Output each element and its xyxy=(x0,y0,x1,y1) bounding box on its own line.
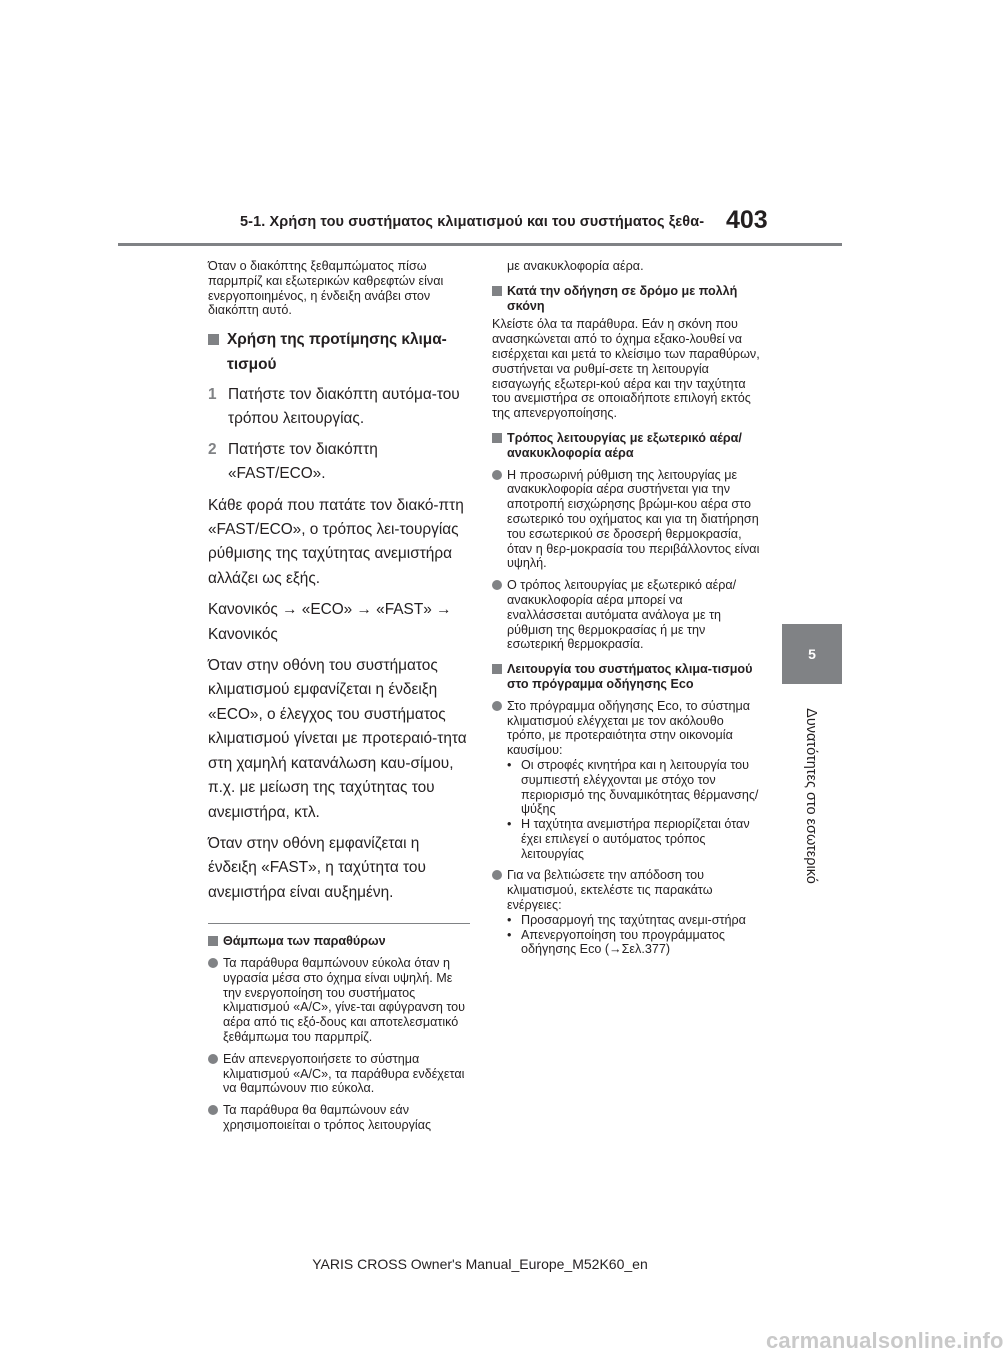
sequence-paragraph: Κανονικός → «ECO» → «FAST» → Κανονικός xyxy=(208,601,452,643)
intro-paragraph: Όταν ο διακόπτης ξεθαμπώματος πίσω παρμπρίζ και εξωτερικών καθρεφτών είναι ενεργοποιημένος, η ένδειξη ανάβει στον διακόπτη αυτό. xyxy=(208,259,444,318)
heading-text: Χρήση της προτίμησης κλιμα-τισμού xyxy=(227,331,447,373)
bullet-dot-icon xyxy=(492,470,502,480)
step-number: 2 xyxy=(208,440,217,458)
step-item xyxy=(208,438,470,487)
header-divider xyxy=(118,243,842,246)
list-item xyxy=(492,868,760,957)
sub-item-text: Οι στροφές κινητήρα και η λειτουργία του συμπιεστή ελέγχονται με στόχο τον περιορισμό της δυναμικότητας θέρμανσης/ψύξης xyxy=(521,757,759,817)
list-item xyxy=(208,956,470,1045)
bullet-dot-icon xyxy=(492,580,502,590)
bullet-text: Στο πρόγραμμα οδήγησης Eco, το σύστημα κλιματισμού ελέγχεται με τον ακόλουθο τρόπο, με προτεραιότητα στην οικονομία καυσίμου: xyxy=(507,698,750,758)
heading-fog xyxy=(208,934,470,949)
sub-item-text: Η ταχύτητα ανεμιστήρα περιορίζεται όταν έχει επιλεγεί ο αυτόματος τρόπος λειτουργίας xyxy=(521,817,750,861)
step-text: Πατήστε τον διακόπτη «FAST/ECO». xyxy=(228,440,378,483)
heading-text: Τρόπος λειτουργίας με εξωτερικό αέρα/ανακυκλοφορία αέρα xyxy=(507,430,742,460)
list-item xyxy=(492,468,760,572)
square-marker-icon xyxy=(492,664,502,674)
heading-text: Λειτουργία του συστήματος κλιμα-τισμού στο πρόγραμμα οδήγησης Eco xyxy=(507,662,753,691)
chapter-number: 5 xyxy=(808,646,816,662)
step-number: 1 xyxy=(208,386,217,403)
square-marker-icon xyxy=(492,286,502,296)
section-title: 5-1. Χρήση του συστήματος κλιματισμού και του συστήματος ξεθα- xyxy=(240,214,705,230)
watermark: carmanualsonline.info xyxy=(766,1328,1004,1353)
bullet-text: Τα παράθυρα θαμπώνουν εύκολα όταν η υγρασία μέσα στο όχημα είναι υψηλή. Με την ενεργοποίηση του συστήματος κλιματισμού «A/C», γίνε-ται αφύγρανση του αέρα από τις εξό-δους και αποτελεσματικό ξεθάμπωμα του παρμπρίζ. xyxy=(223,955,466,1044)
chapter-tab xyxy=(782,624,842,684)
page-reference-link[interactable]: Απενεργοποίηση του προγράμματος οδήγησης Eco (→Σελ.377) xyxy=(521,927,725,957)
left-column xyxy=(208,259,470,1133)
sub-list-item: • Απενεργοποίηση του προγράμματος οδήγησης Eco (→Σελ.377) xyxy=(507,928,760,958)
sub-item-text: Προσαρμογή της ταχύτητας ανεμι-στήρα xyxy=(521,912,746,927)
square-marker-icon xyxy=(492,433,502,443)
heading-text: Κατά την οδήγηση σε δρόμο με πολλή σκόνη xyxy=(507,283,738,313)
dusty-paragraph: Κλείστε όλα τα παράθυρα. Εάν η σκόνη που ανασηκώνεται από το όχημα εξακο-λουθεί να εισέρχεται και μετά το κλείσιμο των παραθύρων, συστήνεται να ρυθμί-σετε τη λειτουργία εισαγωγής εξωτερι-κού αέρα και την ταχύτητα του ανεμιστήρα σε οποιαδήποτε επιλογή εκτός της απενεργοποίησης. xyxy=(492,317,760,421)
bullet-text: Η προσωρινή ρύθμιση της λειτουργίας με ανακυκλοφορία αέρα συστήνεται για την αποτροπή εισχώρησης βρώμι-κου αέρα στο εσωτερικό του οχήματος και για τη διατήρηση του εσωτερικού σε δροσερή θερμοκρασία, όταν η θερ-μοκρασία του περιβάλλοντος είναι υψηλή. xyxy=(507,467,760,571)
sub-list-item: • Η ταχύτητα ανεμιστήρα περιορίζεται όταν έχει επιλεγεί ο αυτόματος τρόπος λειτουργίας xyxy=(507,817,760,861)
cycle-paragraph: Κάθε φορά που πατάτε τον διακό-πτη «FAST/ECO», ο τρόπος λει-τουργίας ρύθμισης της ταχύτητας ανεμιστήρα αλλάζει ως εξής. xyxy=(208,496,464,587)
bullet-dot-icon xyxy=(492,701,502,711)
footer-manual-id: YARIS CROSS Owner's Manual_Europe_M52K60_en xyxy=(312,1256,648,1272)
heading-eco-mode xyxy=(492,662,760,692)
fast-paragraph: Όταν στην οθόνη εμφανίζεται η ένδειξη «FAST», η ταχύτητα του ανεμιστήρα είναι αυξημένη. xyxy=(208,834,426,901)
step-text: Πατήστε τον διακόπτη αυτόμα-του τρόπου λειτουργίας. xyxy=(228,386,460,428)
sub-list-item: • Οι στροφές κινητήρα και η λειτουργία του συμπιεστή ελέγχονται με στόχο τον περιορισμό της δυναμικότητας θέρμανσης/ψύξης xyxy=(507,757,759,817)
chapter-title-vertical xyxy=(800,698,822,894)
heading-text: Θάμπωμα των παραθύρων xyxy=(223,934,386,949)
list-item xyxy=(492,699,760,862)
step-item xyxy=(208,383,470,432)
bullet-dot-icon xyxy=(492,870,502,880)
bullet-dot-icon xyxy=(208,1105,218,1115)
heading-dusty xyxy=(492,284,760,314)
heading-modes xyxy=(492,431,760,461)
list-item xyxy=(208,1103,470,1133)
right-column xyxy=(492,259,760,957)
section-divider xyxy=(208,923,470,924)
chapter-title: Δυνατότητες στο εσωτερικό xyxy=(803,708,819,884)
square-marker-icon xyxy=(208,334,219,345)
continued-text: με ανακυκλοφορία αέρα. xyxy=(507,259,644,273)
bullet-dot-icon xyxy=(208,958,218,968)
bullet-text: Ο τρόπος λειτουργίας με εξωτερικό αέρα/ανακυκλοφορία αέρα μπορεί να εναλλάσσεται αυτόματα ανάλογα με τη ρύθμιση της θερμοκρασίας ή με την εσωτερική θερμοκρασία. xyxy=(507,578,737,652)
bullet-text: Για να βελτιώσετε την απόδοση του κλιματισμού, εκτελέστε τις παρακάτω ενέργειες: xyxy=(507,868,713,913)
square-marker-icon xyxy=(208,936,218,946)
bullet-text: Εάν απενεργοποιήσετε το σύστημα κλιματισμού «A/C», τα παράθυρα ενδέχεται να θαμπώνουν πιο εύκολα. xyxy=(223,1051,465,1096)
list-item xyxy=(492,578,760,652)
sub-list-item: • Προσαρμογή της ταχύτητας ανεμι-στήρα xyxy=(507,912,746,927)
page-number: 403 xyxy=(726,206,768,234)
heading-preference xyxy=(208,328,470,377)
list-item xyxy=(208,1052,470,1096)
eco-paragraph: Όταν στην οθόνη του συστήματος κλιματισμού εμφανίζεται η ένδειξη «ECO», ο έλεγχος του συστήματος κλιματισμού γίνεται με προτεραιό-τητα στη χαμηλή κατανάλωση καυ-σίμου, π.χ. με μείωση της ταχύτητας του ανεμιστήρα, κτλ. xyxy=(208,657,467,821)
bullet-text: Τα παράθυρα θα θαμπώνουν εάν χρησιμοποιείται ο τρόπος λειτουργίας xyxy=(223,1103,432,1132)
bullet-dot-icon xyxy=(208,1054,218,1064)
